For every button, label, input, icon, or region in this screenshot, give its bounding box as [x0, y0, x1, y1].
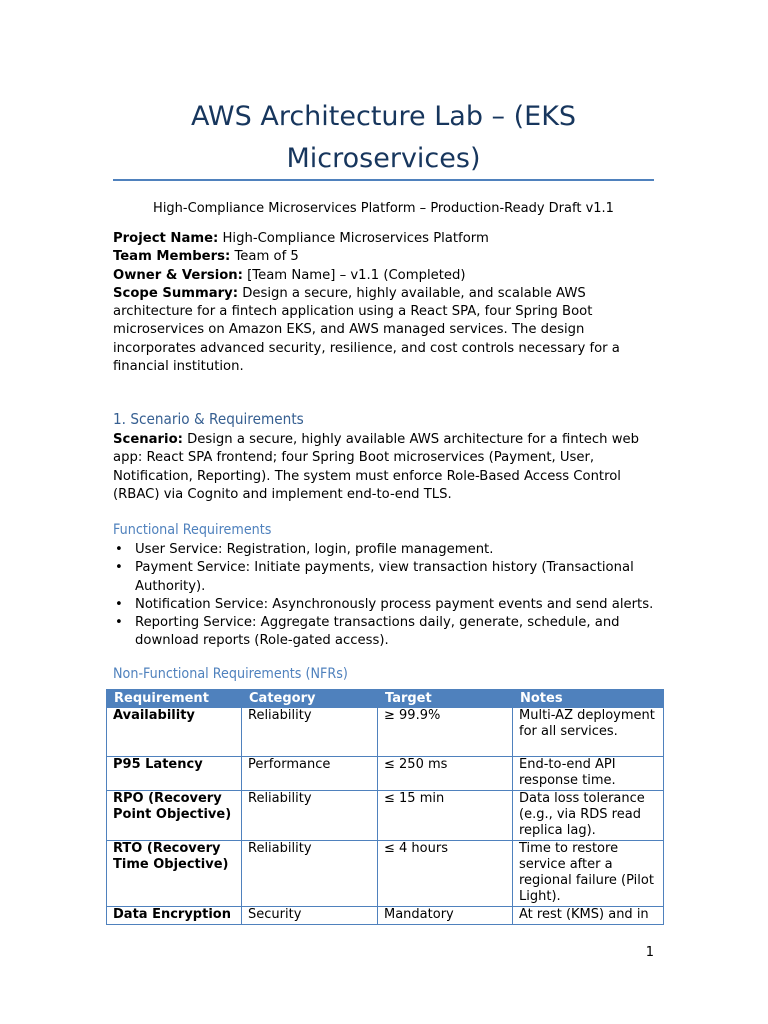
cell-target: ≥ 99.9% — [378, 708, 513, 757]
cell-requirement: RPO (Recovery Point Objective) — [107, 791, 242, 841]
scope-summary-text: Design a secure, highly available, and scalable AWS architecture for a fintech application using a React SPA, four Spring Boot microservices on Amazon EKS, and AWS managed services. The design incorporates advanced security, resilience, and cost controls necessary for a financial institution. — [113, 285, 620, 375]
cell-category: Reliability — [242, 841, 378, 907]
document-subtitle: High-Compliance Microservices Platform – Production-Ready Draft v1.1 — [153, 201, 614, 216]
list-item-text: Reporting Service: Aggregate transactions daily, generate, schedule, and download reports (Role-gated access). — [135, 615, 620, 649]
cell-notes: Data loss tolerance (e.g., via RDS read replica lag). — [513, 791, 664, 841]
owner-version-line — [113, 267, 658, 285]
page-number: 1 — [645, 945, 654, 960]
table-row — [107, 708, 664, 757]
nfr-heading: Non-Functional Requirements (NFRs) — [113, 666, 348, 682]
cell-target: Mandatory — [378, 907, 513, 925]
cell-target: ≤ 4 hours — [378, 841, 513, 907]
team-members-value: Team of 5 — [234, 249, 299, 265]
scenario-paragraph — [113, 431, 658, 504]
column-header-notes: Notes — [513, 690, 664, 708]
section-heading-scenario: 1. Scenario & Requirements — [113, 410, 304, 428]
project-name-value: High-Compliance Microservices Platform — [222, 231, 489, 246]
bullet-marker: • — [115, 542, 123, 557]
nfr-table — [106, 689, 664, 925]
team-members-label: Team Members: — [113, 249, 231, 265]
table-row — [107, 791, 664, 841]
page-title: AWS Architecture Lab – (EKS Microservices) — [190, 101, 577, 174]
table-header-row — [107, 690, 664, 708]
list-item-text: Payment Service: Initiate payments, view transaction history (Transactional Authority). — [135, 560, 634, 594]
list-item — [113, 541, 658, 559]
scope-summary-label: Scope Summary: — [113, 285, 238, 301]
cell-category: Performance — [242, 757, 378, 791]
scope-summary-line — [113, 285, 658, 376]
project-meta — [113, 230, 658, 376]
cell-notes: Time to restore service after a regional failure (Pilot Light). — [513, 841, 664, 907]
cell-notes: Multi-AZ deployment for all services. — [513, 708, 664, 757]
cell-requirement: Availability — [107, 708, 242, 757]
cell-requirement: Data Encryption — [107, 907, 242, 925]
list-item-text: Notification Service: Asynchronously process payment events and send alerts. — [135, 596, 654, 612]
list-item — [113, 596, 658, 614]
cell-notes: End-to-end API response time. — [513, 757, 664, 791]
table-row — [107, 841, 664, 907]
table-row — [107, 907, 664, 925]
cell-category: Reliability — [242, 791, 378, 841]
title-divider — [113, 179, 654, 181]
owner-version-value: [Team Name] – v1.1 (Completed) — [247, 267, 466, 283]
scenario-text: Design a secure, highly available AWS architecture for a fintech web app: React SPA frontend; four Spring Boot microservices (Payment, User, Notification, Reporting). The system must enforce Role-Based Access Control (RBAC) via Cognito and implement end-to-end TLS. — [113, 432, 639, 502]
cell-notes: At rest (KMS) and in — [513, 907, 664, 925]
project-name-label: Project Name: — [113, 231, 219, 246]
team-members-line — [113, 248, 658, 266]
project-name-line — [113, 230, 658, 248]
functional-requirements-heading: Functional Requirements — [113, 522, 272, 538]
cell-target: ≤ 250 ms — [378, 757, 513, 791]
list-item — [113, 614, 658, 651]
functional-requirements-list — [113, 541, 658, 651]
cell-requirement: RTO (Recovery Time Objective) — [107, 841, 242, 907]
bullet-marker: • — [115, 560, 123, 576]
column-header-category: Category — [242, 690, 378, 708]
bullet-marker: • — [115, 596, 123, 612]
column-header-target: Target — [378, 690, 513, 708]
cell-requirement: P95 Latency — [107, 757, 242, 791]
column-header-requirement: Requirement — [107, 690, 242, 708]
list-item — [113, 559, 658, 596]
table-row — [107, 757, 664, 791]
cell-category: Reliability — [242, 708, 378, 757]
scenario-label: Scenario: — [113, 432, 183, 447]
cell-target: ≤ 15 min — [378, 791, 513, 841]
list-item-text: User Service: Registration, login, profile management. — [135, 542, 494, 557]
cell-category: Security — [242, 907, 378, 925]
bullet-marker: • — [115, 615, 123, 631]
owner-version-label: Owner & Version: — [113, 267, 243, 283]
